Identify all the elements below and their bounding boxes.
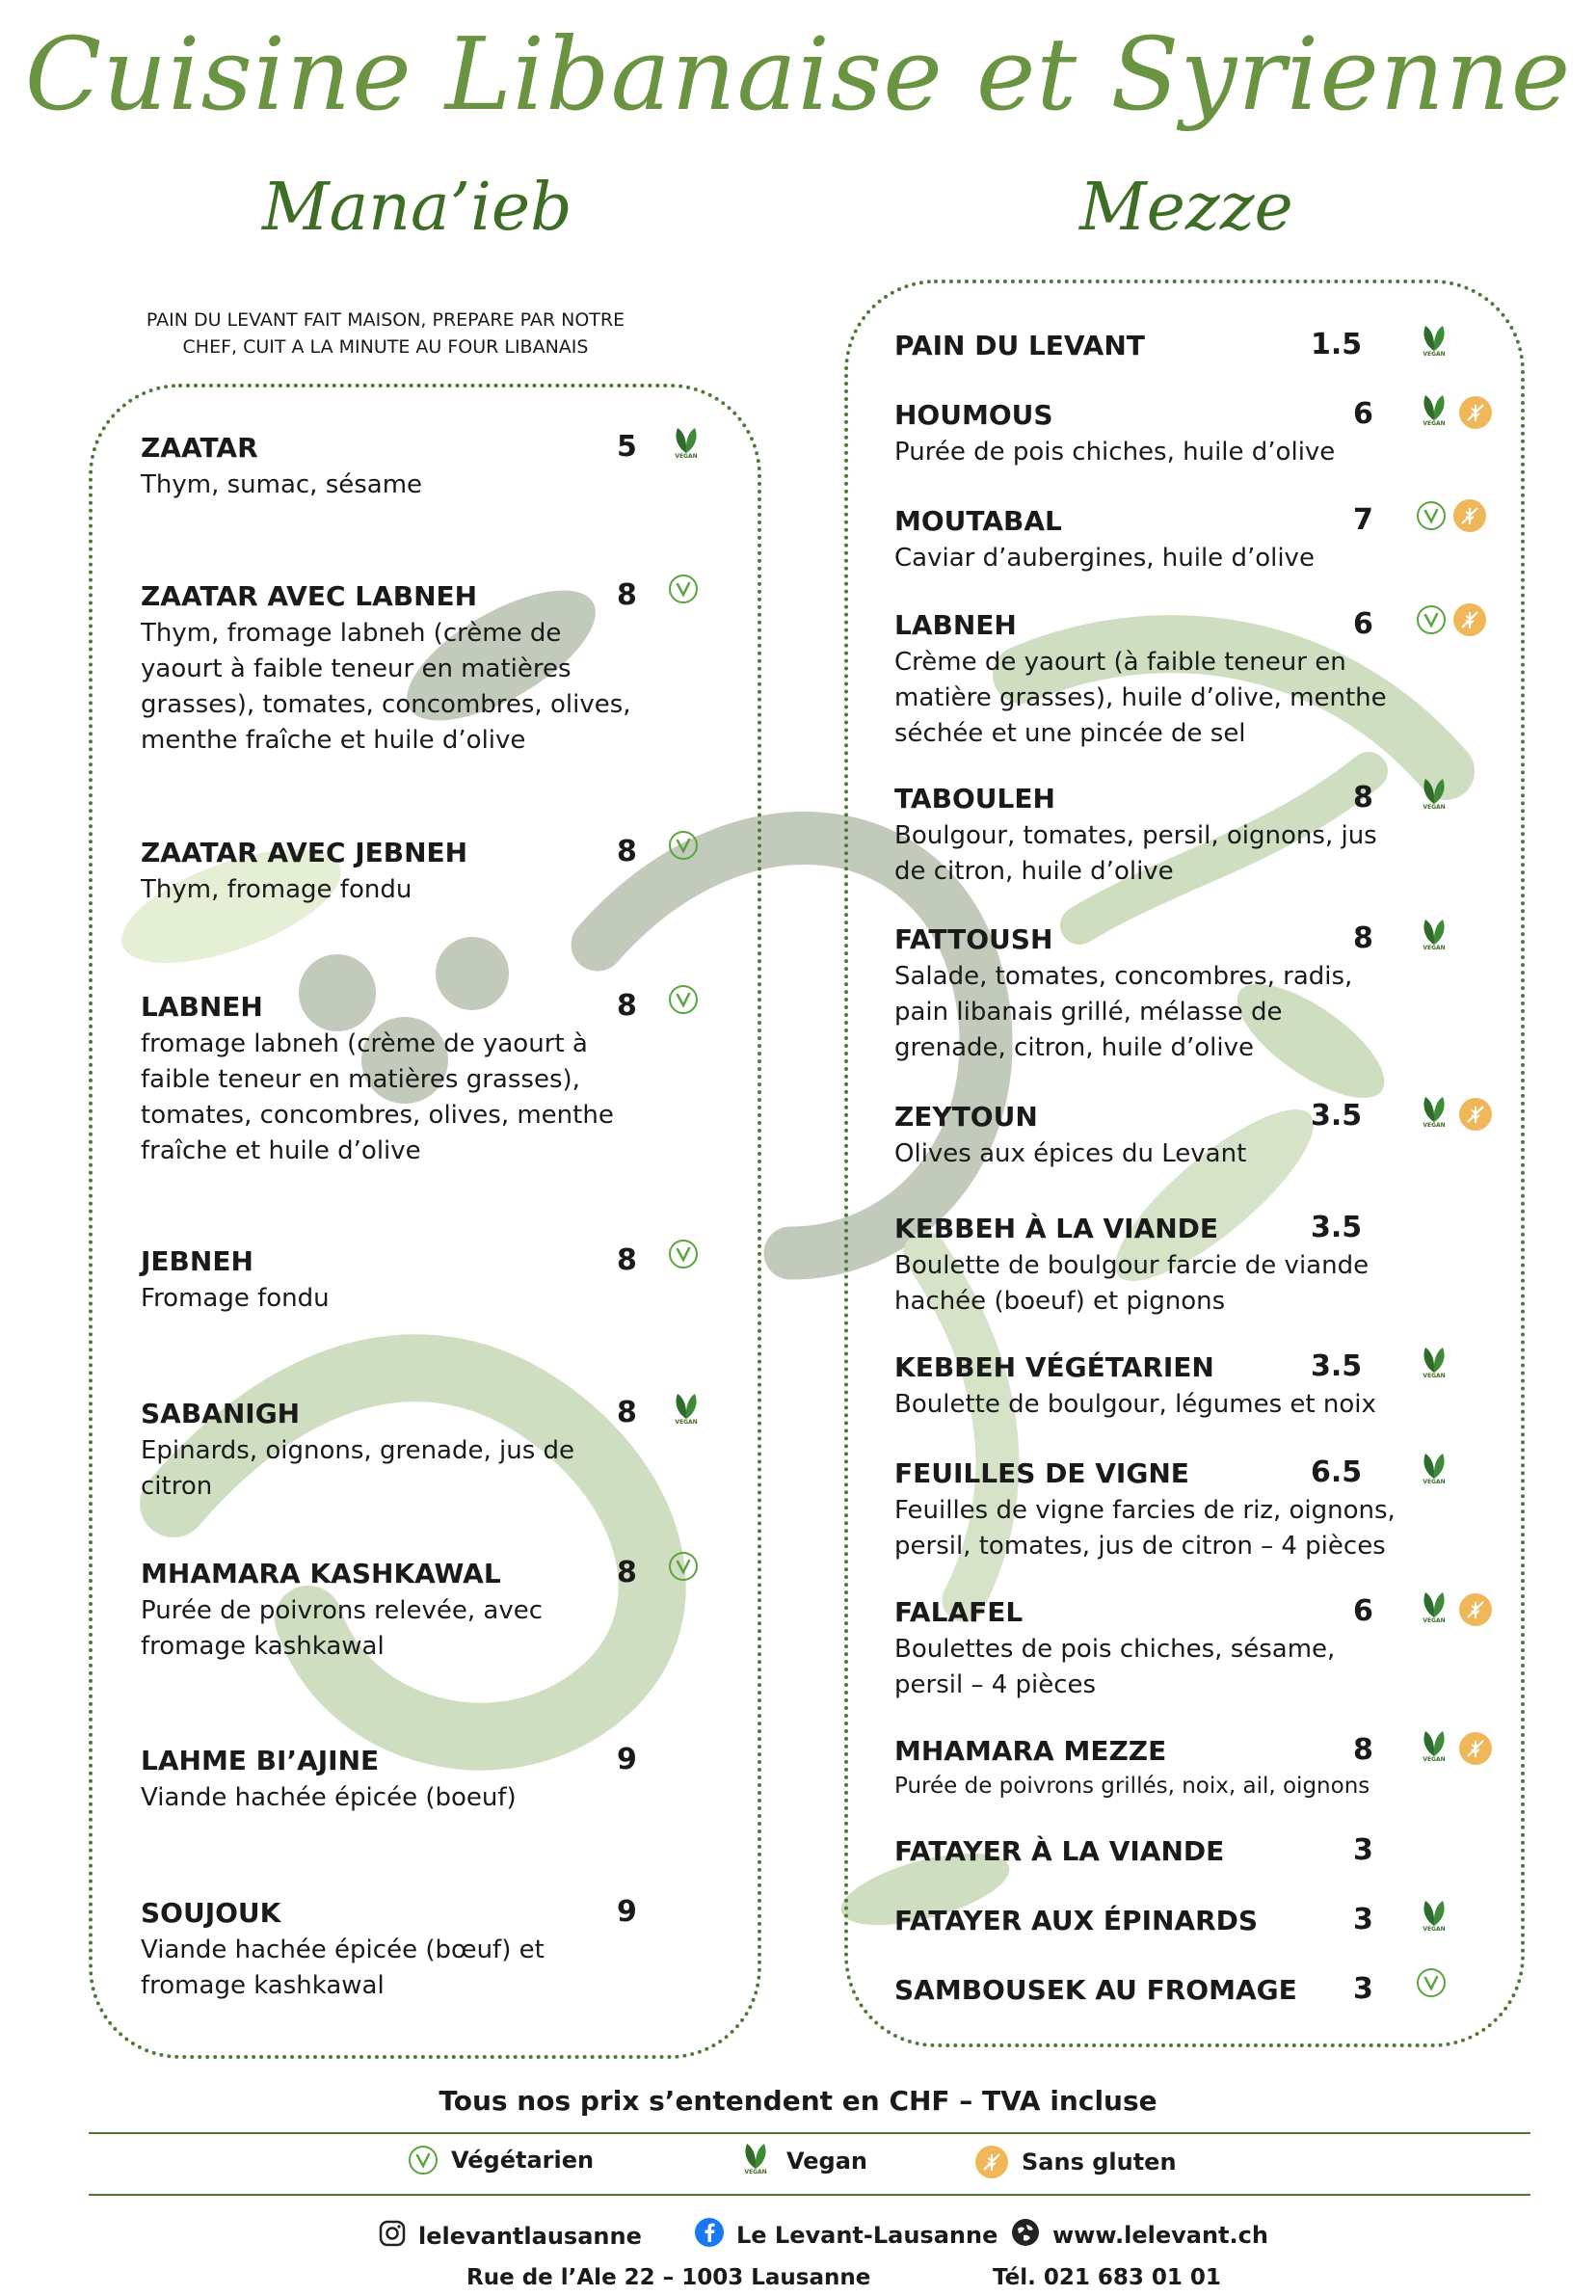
diet-badges [1417,603,1486,636]
gluten-free-icon [1453,499,1486,532]
menu-item-name: LABNEH [141,991,263,1023]
diet-badges [669,426,704,465]
menu-item-name: MHAMARA MEZZE [894,1735,1167,1767]
menu-item [141,991,642,1169]
vegetarian-icon [669,1552,698,1581]
menu-item-description: Salade, tomates, concombres, radis, pain libanais grillé, mélasse de grenade, citron, huile d’olive [894,962,1353,1062]
menu-item-description: Purée de pois chiches, huile d’olive [894,438,1336,467]
gluten-free-icon [975,2146,1008,2178]
diet-badges [669,574,698,603]
menu-item-description: Viande hachée épicée (boeuf) [141,1783,517,1812]
menu-item-price: 5 [617,430,637,464]
gluten-free-icon [1459,1732,1492,1765]
vegan-icon: VEGAN [1417,324,1451,362]
vegan-icon: VEGAN [1417,1095,1451,1134]
legend-vegan-label: Vegan [786,2148,867,2175]
menu-item-price: 6 [1353,1594,1373,1628]
menu-item-price: 1.5 [1311,328,1363,361]
diet-badges [669,1240,698,1268]
diet-badges [1417,777,1451,815]
gluten-free-icon [1459,1593,1492,1626]
diet-badges [1417,1899,1451,1937]
menu-item-price: 7 [1353,503,1373,537]
menu-item-description: Purée de poivrons grillés, noix, ail, oignons [894,1774,1370,1799]
diet-badges [1417,1346,1451,1384]
diet-badges [1417,918,1451,956]
menu-item-name: MOUTABAL [894,505,1062,537]
vegetarian-icon [669,1240,698,1268]
instagram-link[interactable] [378,2219,642,2254]
legend-gluten-free [975,2146,1177,2178]
vegetarian-icon [669,831,698,860]
diet-badges [1417,1095,1492,1134]
menu-item-price: 3.5 [1311,1349,1363,1383]
menu-item-price: 6.5 [1311,1455,1363,1489]
menu-item-price: 9 [617,1743,637,1776]
menu-item [894,1835,1396,1867]
menu-item-price: 3.5 [1311,1211,1363,1244]
vegan-icon: VEGAN [1417,918,1451,956]
vegan-icon: VEGAN [1417,1899,1451,1937]
phone-number: Tél. 021 683 01 01 [993,2265,1221,2290]
menu-item [141,1245,642,1317]
vegan-icon: VEGAN [1417,1729,1451,1768]
menu-item-price: 8 [617,835,637,868]
menu-item-price: 3.5 [1311,1099,1363,1133]
vegan-icon: VEGAN [1417,393,1451,432]
menu-item [894,399,1396,470]
menu-item [894,1905,1396,1936]
menu-item-price: 6 [1353,397,1373,431]
menu-item-name: LABNEH [894,609,1017,641]
diet-badges [1417,1590,1492,1629]
diet-badges [1417,1452,1451,1490]
menu-item-description: Epinards, oignons, grenade, jus de citron [141,1436,575,1501]
menu-item [894,923,1396,1066]
menu-item-description: Thym, fromage fondu [141,875,412,904]
gluten-free-icon [1459,1098,1492,1131]
gluten-free-icon [1453,603,1486,636]
menu-item [141,432,642,503]
menu-item-name: ZEYTOUN [894,1101,1038,1133]
menu-item [894,1735,1396,1802]
menu-item [141,1897,642,2004]
menu-item [141,1745,642,1816]
address: Rue de l’Ale 22 – 1003 Lausanne [466,2265,871,2290]
menu-item [141,1558,642,1665]
menu-item-description: Olives aux épices du Levant [894,1139,1247,1168]
menu-item-price: 8 [1353,781,1373,814]
facebook-page-name: Le Levant-Lausanne [736,2222,998,2249]
vegan-icon: VEGAN [1417,1346,1451,1384]
menu-item-description: fromage labneh (crème de yaourt à faible teneur en matières grasses), tomates, concombres, olives, menthe fraîche et huile d’olive [141,1029,614,1165]
menu-item-description: Viande hachée épicée (bœuf) et fromage kashkawal [141,1936,545,2000]
menu-title: Cuisine Libanaise et Syrienne [24,15,1572,133]
menu-item-price: 3 [1353,1833,1373,1867]
menu-item-price: 8 [1353,921,1373,955]
menu-item-price: 9 [617,1895,637,1929]
menu-item-name: FALAFEL [894,1596,1024,1628]
menu-item-description: Thym, fromage labneh (crème de yaourt à faible teneur en matières grasses), tomates, concombres, olives, menthe fraîche et huile d’olive [141,619,631,755]
diet-badges [1417,393,1492,432]
menu-item [894,1974,1396,2006]
menu-item-price: 3 [1353,1903,1373,1936]
menu-item-name: SABANIGH [141,1398,301,1429]
menu-item-name: SAMBOUSEK AU FROMAGE [894,1974,1297,2006]
vegetarian-icon [669,985,698,1014]
vegetarian-icon [1417,605,1446,634]
menu-item-price: 8 [1353,1733,1373,1767]
menu-item-description: Feuilles de vigne farcies de riz, oignons, persil, tomates, jus de citron – 4 pièces [894,1496,1396,1561]
menu-item-description: Boulgour, tomates, persil, oignons, jus de citron, huile d’olive [894,821,1377,886]
menu-item-price: 8 [617,578,637,612]
vegan-icon: VEGAN [1417,1590,1451,1629]
menu-item-name: FATAYER À LA VIANDE [894,1835,1225,1867]
menu-item-description: Caviar d’aubergines, huile d’olive [894,544,1315,573]
divider-top [89,2132,1530,2134]
diet-badges [669,1392,704,1430]
menu-item-price: 8 [617,1556,637,1589]
vegan-icon: VEGAN [1417,777,1451,815]
menu-item-name: SOUJOUK [141,1897,281,1929]
vegetarian-icon [1417,501,1446,530]
menu-item-price: 8 [617,1243,637,1277]
menu-item-name: KEBBEH VÉGÉTARIEN [894,1351,1214,1383]
menu-item-name: HOUMOUS [894,399,1053,431]
instagram-icon [378,2219,407,2254]
menu-item-price: 6 [1353,607,1373,641]
menu-item-description: Fromage fondu [141,1284,330,1313]
menu-item-name: FATAYER AUX ÉPINARDS [894,1905,1259,1936]
menu-item-name: ZAATAR [141,432,258,464]
globe-icon [1010,2217,1041,2254]
price-note: Tous nos prix s’entendent en CHF – TVA incluse [439,2085,1157,2117]
diet-badges [669,831,698,860]
mezze-heading: Mezze [1079,170,1293,246]
website-url: www.lelevant.ch [1052,2222,1268,2249]
menu-item-description: Boulette de boulgour farcie de viande hachée (boeuf) et pignons [894,1251,1370,1316]
menu-item-name: MHAMARA KASHKAWAL [141,1558,501,1589]
menu-item-description: Purée de poivrons relevée, avec fromage kashkawal [141,1596,544,1661]
menu-item-name: LAHME BI’AJINE [141,1745,380,1776]
manaieb-heading: Mana’ieb [262,170,572,246]
facebook-icon [694,2217,725,2254]
vegetarian-icon [409,2146,438,2175]
legend-gluten-free-label: Sans gluten [1022,2149,1177,2176]
diet-badges [1417,1968,1446,1997]
website-link[interactable] [1010,2217,1268,2254]
vegan-icon: VEGAN [669,426,704,465]
vegetarian-icon [669,574,698,603]
menu-item-name: FEUILLES DE VIGNE [894,1457,1189,1489]
menu-item [894,1596,1396,1703]
vegetarian-icon [1417,1968,1446,1997]
diet-badges [669,985,698,1014]
menu-item-name: TABOULEH [894,783,1055,814]
menu-item-name: JEBNEH [141,1245,253,1277]
menu-item-name: PAIN DU LEVANT [894,330,1145,361]
legend-vegetarian [409,2146,594,2175]
diet-badges [1417,324,1451,362]
gluten-free-icon [1459,396,1492,429]
menu-item [894,609,1396,752]
diet-badges [1417,1729,1492,1768]
legend-vegetarian-label: Végétarien [451,2147,595,2174]
menu-item-price: 8 [617,1396,637,1429]
diet-badges [1417,499,1486,532]
menu-item-name: KEBBEH À LA VIANDE [894,1213,1219,1244]
menu-item-name: ZAATAR AVEC LABNEH [141,580,478,612]
menu-item-price: 3 [1353,1972,1373,2006]
vegan-icon: VEGAN [738,2142,773,2180]
menu-item [894,505,1396,576]
vegan-icon: VEGAN [1417,1452,1451,1490]
manaieb-intro: PAIN DU LEVANT FAIT MAISON, PREPARE PAR NOTRE CHEF, CUIT A LA MINUTE AU FOUR LIBANAIS [146,309,625,358]
menu-item-price: 8 [617,989,637,1023]
legend-vegan [738,2142,867,2180]
menu-item-description: Thym, sumac, sésame [141,470,423,499]
vegan-icon: VEGAN [669,1392,704,1430]
divider-bottom [89,2194,1530,2196]
menu-item-description: Boulette de boulgour, légumes et noix [894,1390,1376,1419]
diet-badges [669,1552,698,1581]
menu-item [141,580,642,759]
facebook-link[interactable] [694,2217,998,2254]
menu-item-description: Crème de yaourt (à faible teneur en matière grasses), huile d’olive, menthe séchée et une pincée de sel [894,648,1387,748]
menu-item [894,783,1396,890]
menu-item-description: Boulettes de pois chiches, sésame, persil – 4 pièces [894,1635,1336,1699]
menu-item-name: ZAATAR AVEC JEBNEH [141,837,468,868]
instagram-handle: lelevantlausanne [418,2223,642,2250]
menu-item [141,1398,642,1505]
menu-item [141,837,642,908]
menu-item-name: FATTOUSH [894,923,1053,955]
